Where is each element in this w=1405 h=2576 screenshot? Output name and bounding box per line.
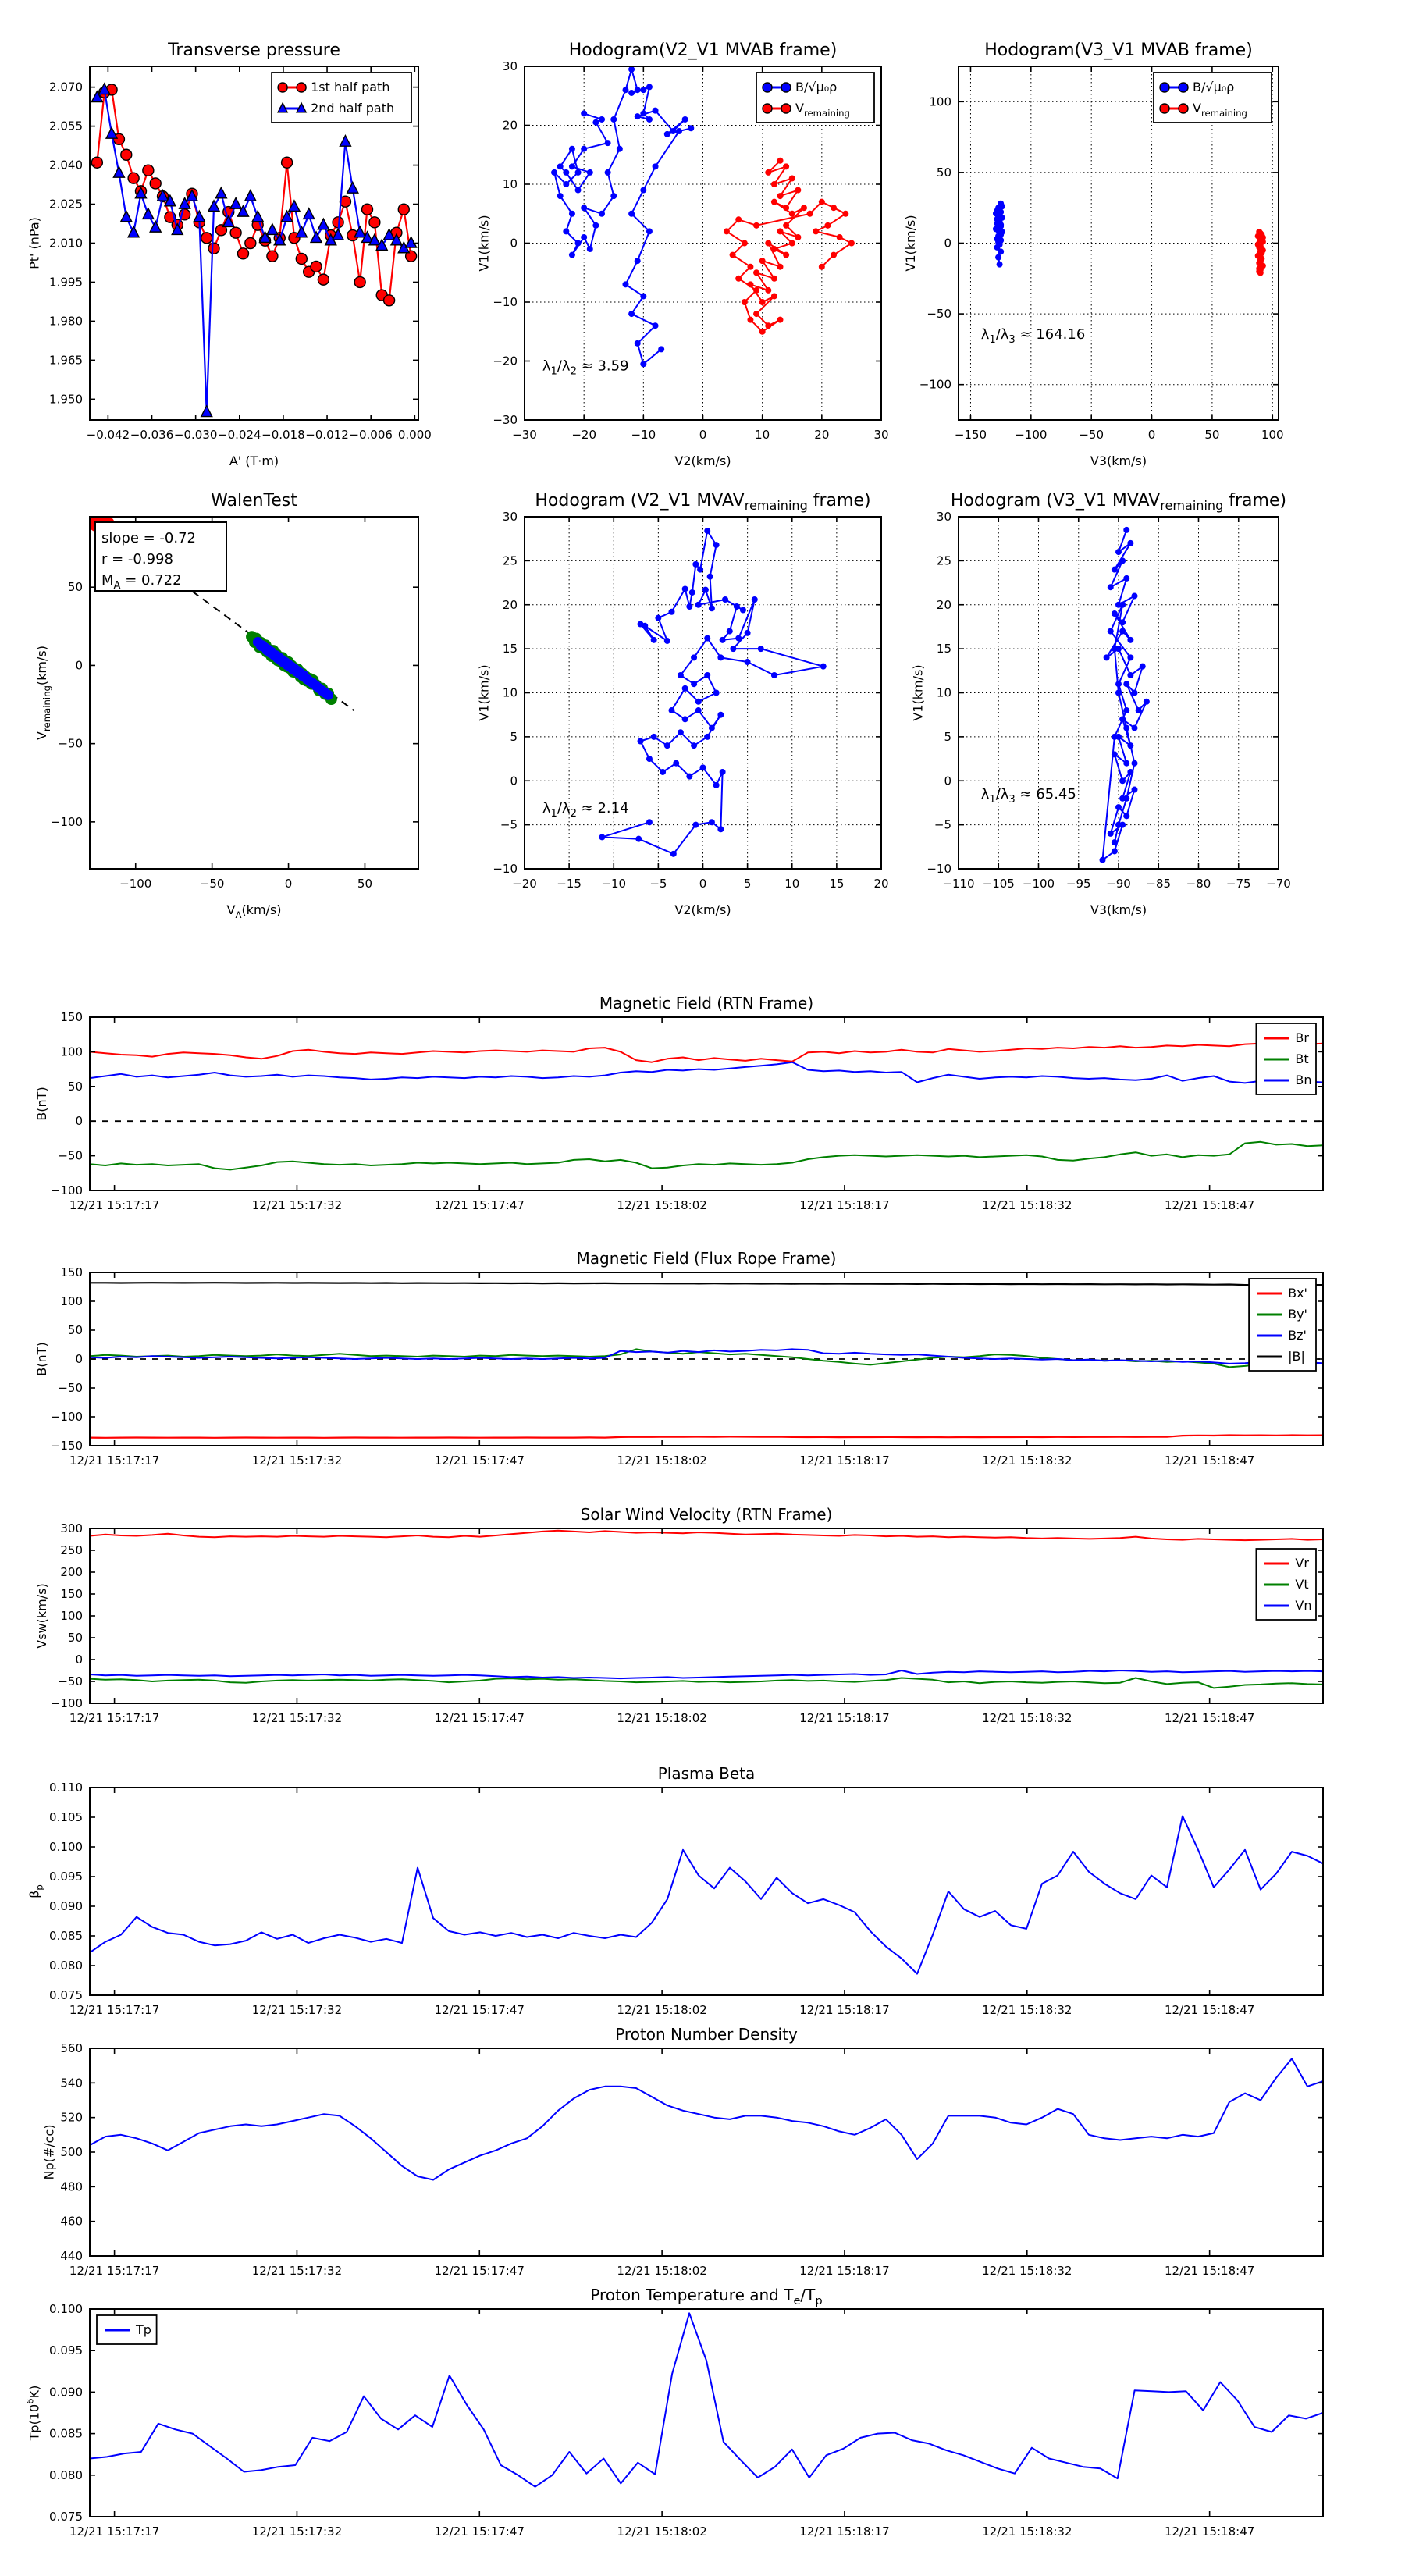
y-tick-label: 200 bbox=[60, 1565, 83, 1579]
y-tick-label: 0.095 bbox=[49, 1870, 83, 1884]
y-tick-label: 0.085 bbox=[49, 2426, 83, 2441]
panel-title: WalenTest bbox=[211, 491, 297, 511]
series-tp bbox=[90, 2313, 1323, 2486]
y-tick-label: 540 bbox=[60, 2076, 83, 2090]
x-tick-label: 10 bbox=[784, 877, 800, 891]
series-v-remaining-hodogram bbox=[599, 528, 826, 857]
x-tick-label: 12/21 15:17:32 bbox=[251, 2003, 343, 2017]
y-tick-label: 100 bbox=[60, 1294, 83, 1308]
y-tick-label: 100 bbox=[60, 1044, 83, 1059]
y-tick-label: 0.110 bbox=[49, 1781, 83, 1795]
x-tick-label: 12/21 15:18:02 bbox=[617, 1711, 707, 1725]
x-tick-label: 12/21 15:18:17 bbox=[799, 1711, 890, 1725]
x-tick-label: 0 bbox=[1147, 428, 1156, 442]
x-tick-label: 12/21 15:17:47 bbox=[434, 1198, 525, 1212]
walen-stats-line: $M_A = 0.722$ bbox=[101, 572, 182, 592]
panel-hodogram-v3v1-mvav bbox=[911, 491, 1291, 917]
x-tick-label: −95 bbox=[1065, 877, 1091, 891]
legend bbox=[1154, 73, 1272, 123]
legend bbox=[272, 73, 411, 123]
panel-hodogram-v2v1-mvav bbox=[477, 491, 889, 917]
legend-label: Bt bbox=[1295, 1051, 1309, 1066]
x-tick-label: −0.018 bbox=[261, 428, 305, 442]
x-tick-label: 12/21 15:17:47 bbox=[434, 1711, 525, 1725]
y-tick-label: 50 bbox=[67, 1323, 83, 1337]
y-tick-label: −50 bbox=[58, 1674, 83, 1688]
x-tick-label: −50 bbox=[1079, 428, 1104, 442]
legend-label: Tp bbox=[136, 2322, 151, 2337]
x-tick-label: 12/21 15:18:17 bbox=[799, 1198, 890, 1212]
y-tick-label: −50 bbox=[927, 307, 951, 322]
x-tick-label: −50 bbox=[199, 877, 225, 891]
x-tick-label: 12/21 15:18:02 bbox=[617, 2264, 707, 2278]
x-tick-label: 12/21 15:17:32 bbox=[251, 1453, 343, 1468]
panel-magnetic-field-flux-rope bbox=[34, 1249, 1323, 1468]
legend-label: B/√μ₀ρ bbox=[795, 80, 838, 94]
x-tick-label: 12/21 15:18:32 bbox=[982, 1453, 1072, 1468]
y-tick-label: 100 bbox=[60, 1609, 83, 1623]
y-axis-label: $\beta_p$ bbox=[27, 1884, 45, 1898]
y-tick-label: 460 bbox=[60, 2214, 83, 2229]
y-tick-label: 0.090 bbox=[49, 2385, 83, 2400]
walen-stats-line: slope = -0.72 bbox=[101, 530, 196, 546]
x-tick-label: 12/21 15:18:17 bbox=[799, 2524, 890, 2539]
x-tick-label: 12/21 15:17:17 bbox=[69, 1198, 160, 1212]
y-tick-label: 0 bbox=[510, 774, 518, 788]
legend bbox=[97, 2315, 157, 2344]
series--b- bbox=[90, 1283, 1323, 1285]
y-axis-label: Np(#/cc) bbox=[41, 2124, 57, 2180]
y-tick-label: −100 bbox=[50, 1696, 83, 1710]
y-tick-label: 0 bbox=[944, 774, 951, 788]
x-tick-label: −110 bbox=[942, 877, 975, 891]
x-tick-label: 12/21 15:17:32 bbox=[251, 1711, 343, 1725]
panel-title: Hodogram(V3_V1 MVAB frame) bbox=[984, 41, 1253, 60]
x-tick-label: −20 bbox=[512, 877, 537, 891]
x-tick-label: −0.006 bbox=[349, 428, 393, 442]
x-tick-label: −100 bbox=[119, 877, 152, 891]
x-tick-label: 15 bbox=[829, 877, 845, 891]
legend-label: Bz' bbox=[1288, 1328, 1307, 1343]
x-tick-label: 12/21 15:18:02 bbox=[617, 1198, 707, 1212]
x-tick-label: 5 bbox=[743, 877, 752, 891]
y-tick-label: −5 bbox=[934, 817, 951, 832]
y-axis-label: V1(km/s) bbox=[476, 664, 492, 721]
panel-transverse-pressure bbox=[27, 41, 432, 468]
y-tick-label: 25 bbox=[936, 553, 951, 568]
x-tick-label: 50 bbox=[357, 877, 373, 891]
y-tick-label: 0.090 bbox=[49, 1899, 83, 1913]
x-tick-label: 12/21 15:18:02 bbox=[617, 2524, 707, 2539]
y-axis-label: $Tp(10^6K)$ bbox=[24, 2385, 42, 2441]
series-beta-p bbox=[90, 1816, 1323, 1974]
y-axis-label: V1(km/s) bbox=[903, 215, 918, 272]
y-tick-label: 150 bbox=[60, 1587, 83, 1601]
legend-label: Bx' bbox=[1288, 1286, 1307, 1300]
x-tick-label: −100 bbox=[1022, 877, 1055, 891]
x-tick-label: 12/21 15:17:47 bbox=[434, 2264, 525, 2278]
y-tick-label: 0.100 bbox=[49, 1840, 83, 1854]
y-tick-label: −10 bbox=[493, 295, 518, 309]
y-tick-label: 0.080 bbox=[49, 2467, 83, 2482]
y-tick-label: 25 bbox=[502, 553, 518, 568]
x-tick-label: −10 bbox=[601, 877, 627, 891]
x-tick-label: −80 bbox=[1186, 877, 1211, 891]
x-tick-label: 12/21 15:17:32 bbox=[251, 2524, 343, 2539]
y-tick-label: −100 bbox=[50, 1183, 83, 1197]
y-tick-label: 0 bbox=[510, 236, 518, 251]
legend-label: Bn bbox=[1295, 1073, 1312, 1087]
legend-label: Vn bbox=[1295, 1598, 1312, 1613]
y-tick-label: 560 bbox=[60, 2041, 83, 2055]
x-tick-label: −90 bbox=[1106, 877, 1131, 891]
y-tick-label: 520 bbox=[60, 2110, 83, 2125]
x-tick-label: −0.036 bbox=[130, 428, 174, 442]
panel-title: Hodogram (V3_V1 $MVAV_{remaining}$ frame) bbox=[950, 491, 1287, 513]
panel-title: Magnetic Field (RTN Frame) bbox=[599, 994, 814, 1012]
x-tick-label: 20 bbox=[873, 877, 889, 891]
y-tick-label: −100 bbox=[50, 1410, 83, 1424]
y-tick-label: 10 bbox=[502, 685, 518, 700]
y-tick-label: 2.070 bbox=[49, 80, 83, 94]
series-br bbox=[90, 1043, 1323, 1062]
y-tick-label: −10 bbox=[493, 862, 518, 876]
x-tick-label: 0 bbox=[699, 877, 707, 891]
x-tick-label: 30 bbox=[873, 428, 889, 442]
y-axis-label: $V_{remaining}(km/s)$ bbox=[34, 646, 52, 740]
x-tick-label: 12/21 15:18:47 bbox=[1164, 2524, 1255, 2539]
y-tick-label: 50 bbox=[67, 1079, 83, 1094]
legend-label: $V_{remaining}$ bbox=[1193, 101, 1247, 119]
y-tick-label: 5 bbox=[944, 729, 951, 744]
x-tick-label: 12/21 15:17:32 bbox=[251, 2264, 343, 2278]
x-axis-label: A' (T·m) bbox=[229, 454, 279, 468]
x-axis-label: V2(km/s) bbox=[674, 454, 731, 468]
y-tick-label: 20 bbox=[936, 597, 951, 612]
panel-proton-number-density bbox=[42, 2025, 1324, 2278]
axes-frame bbox=[90, 2309, 1323, 2517]
x-tick-label: 0 bbox=[284, 877, 293, 891]
panel-solar-wind-velocity-rtn bbox=[34, 1505, 1323, 1725]
legend-label: 2nd half path bbox=[311, 101, 395, 116]
y-tick-label: 0 bbox=[944, 236, 951, 251]
y-tick-label: 2.025 bbox=[49, 197, 83, 212]
x-tick-label: 12/21 15:18:32 bbox=[982, 2264, 1072, 2278]
panel-walen-test bbox=[34, 491, 418, 920]
y-tick-label: 440 bbox=[60, 2249, 83, 2263]
y-tick-label: 0.095 bbox=[49, 2343, 83, 2358]
panel-title: Hodogram(V2_V1 MVAB frame) bbox=[568, 41, 838, 60]
y-tick-label: −150 bbox=[50, 1439, 83, 1453]
x-tick-label: 12/21 15:18:47 bbox=[1164, 2264, 1255, 2278]
x-tick-label: 12/21 15:18:17 bbox=[799, 2003, 890, 2017]
series-bx- bbox=[90, 1436, 1323, 1438]
y-tick-label: 0.100 bbox=[49, 2302, 83, 2316]
y-tick-label: 1.980 bbox=[49, 314, 83, 329]
panel-title: Proton Temperature and $T_e/T_p$ bbox=[590, 2286, 823, 2307]
y-tick-label: 10 bbox=[502, 177, 518, 191]
y-tick-label: 1.950 bbox=[49, 392, 83, 407]
x-tick-label: −0.030 bbox=[173, 428, 218, 442]
series-scatter-2nd-half bbox=[253, 637, 333, 700]
y-tick-label: −100 bbox=[919, 377, 951, 392]
x-tick-label: −0.024 bbox=[218, 428, 261, 442]
y-tick-label: 0.075 bbox=[49, 2510, 83, 2524]
y-tick-label: 150 bbox=[60, 1265, 83, 1279]
series-bn bbox=[90, 1062, 1323, 1083]
y-tick-label: 50 bbox=[67, 1631, 83, 1645]
series-vr bbox=[90, 1531, 1323, 1540]
panel-title: Solar Wind Velocity (RTN Frame) bbox=[580, 1505, 833, 1524]
panel-magnetic-field-rtn bbox=[34, 994, 1323, 1212]
y-axis-label: Pt' (nPa) bbox=[27, 217, 42, 269]
y-tick-label: 250 bbox=[60, 1543, 83, 1557]
y-tick-label: 15 bbox=[502, 642, 518, 656]
y-tick-label: 2.040 bbox=[49, 158, 83, 173]
x-tick-label: 20 bbox=[814, 428, 830, 442]
x-tick-label: −20 bbox=[571, 428, 596, 442]
x-tick-label: 12/21 15:17:32 bbox=[251, 1198, 343, 1212]
x-tick-label: 12/21 15:18:17 bbox=[799, 1453, 890, 1468]
y-tick-label: 1.995 bbox=[49, 275, 83, 290]
series-vn bbox=[90, 1670, 1323, 1678]
y-tick-label: −100 bbox=[50, 814, 83, 829]
legend-label: Br bbox=[1295, 1030, 1309, 1045]
x-axis-label: V3(km/s) bbox=[1090, 454, 1147, 468]
x-tick-label: −150 bbox=[954, 428, 987, 442]
panel-title: Hodogram (V2_V1 $MVAV_{remaining}$ frame) bbox=[535, 491, 871, 513]
x-tick-label: 12/21 15:18:32 bbox=[982, 2524, 1072, 2539]
y-tick-label: −50 bbox=[58, 1381, 83, 1395]
y-tick-label: 10 bbox=[936, 685, 951, 700]
legend-label: Vr bbox=[1295, 1556, 1309, 1571]
y-axis-label: Vsw(km/s) bbox=[34, 1583, 49, 1649]
y-tick-label: −30 bbox=[493, 413, 518, 427]
x-tick-label: −5 bbox=[649, 877, 667, 891]
panel-title: Transverse pressure bbox=[168, 41, 340, 60]
x-tick-label: 12/21 15:17:17 bbox=[69, 2003, 160, 2017]
y-tick-label: 20 bbox=[502, 597, 518, 612]
eigenvalue-ratio-annotation: $\lambda_1/\lambda_2 \approx 2.14$ bbox=[542, 799, 629, 820]
y-tick-label: −20 bbox=[493, 354, 518, 368]
x-tick-label: 0 bbox=[699, 428, 707, 442]
x-tick-label: 50 bbox=[1204, 428, 1220, 442]
series-v-remaining bbox=[1255, 229, 1266, 276]
series-vt bbox=[90, 1678, 1323, 1688]
y-tick-label: −10 bbox=[927, 862, 951, 876]
y-tick-label: 30 bbox=[936, 510, 951, 524]
legend-label: B/√μ₀ρ bbox=[1193, 80, 1235, 94]
legend-label: Vt bbox=[1295, 1577, 1309, 1592]
series-b-over-sqrt-mu0-rho bbox=[551, 66, 694, 368]
x-tick-label: 12/21 15:18:17 bbox=[799, 2264, 890, 2278]
panel-title: Plasma Beta bbox=[657, 1764, 756, 1783]
x-tick-label: 12/21 15:17:17 bbox=[69, 2524, 160, 2539]
y-tick-label: 0.080 bbox=[49, 1959, 83, 1973]
legend bbox=[756, 73, 874, 123]
y-tick-label: 100 bbox=[929, 94, 951, 109]
y-tick-label: 300 bbox=[60, 1521, 83, 1535]
y-tick-label: 1.965 bbox=[49, 353, 83, 368]
panel-plasma-beta bbox=[27, 1764, 1324, 2017]
x-tick-label: 10 bbox=[755, 428, 770, 442]
x-tick-label: 12/21 15:18:32 bbox=[982, 1198, 1072, 1212]
x-axis-label: V2(km/s) bbox=[674, 902, 731, 917]
x-tick-label: 12/21 15:18:47 bbox=[1164, 1711, 1255, 1725]
x-tick-label: −100 bbox=[1015, 428, 1048, 442]
x-tick-label: −105 bbox=[982, 877, 1015, 891]
y-tick-label: 150 bbox=[60, 1010, 83, 1024]
y-axis-label: B(nT) bbox=[34, 1342, 49, 1376]
y-tick-label: −50 bbox=[58, 736, 83, 751]
axes-frame bbox=[90, 2048, 1323, 2256]
y-tick-label: 30 bbox=[502, 59, 518, 73]
x-tick-label: 12/21 15:18:32 bbox=[982, 2003, 1072, 2017]
y-tick-label: 15 bbox=[936, 642, 951, 656]
y-tick-label: 5 bbox=[510, 729, 518, 744]
y-tick-label: 0 bbox=[75, 1114, 83, 1129]
x-tick-label: 12/21 15:17:47 bbox=[434, 2524, 525, 2539]
legend-label: By' bbox=[1288, 1307, 1307, 1322]
x-tick-label: −0.012 bbox=[305, 428, 349, 442]
x-tick-label: 12/21 15:18:32 bbox=[982, 1711, 1072, 1725]
x-tick-label: 12/21 15:17:47 bbox=[434, 2003, 525, 2017]
x-tick-label: −75 bbox=[1225, 877, 1251, 891]
x-tick-label: 12/21 15:18:47 bbox=[1164, 1453, 1255, 1468]
y-tick-label: 30 bbox=[502, 510, 518, 524]
legend bbox=[1249, 1279, 1316, 1371]
y-tick-label: 0 bbox=[75, 1653, 83, 1667]
x-tick-label: 12/21 15:18:47 bbox=[1164, 1198, 1255, 1212]
y-tick-label: 480 bbox=[60, 2179, 83, 2194]
y-tick-label: 500 bbox=[60, 2145, 83, 2159]
y-tick-label: 0 bbox=[75, 658, 83, 673]
y-tick-label: 0 bbox=[75, 1352, 83, 1366]
series-bt bbox=[90, 1142, 1323, 1170]
x-tick-label: 0.000 bbox=[397, 428, 432, 442]
y-tick-label: 20 bbox=[502, 118, 518, 133]
walen-stats-line: r = -0.998 bbox=[101, 551, 173, 568]
y-tick-label: 2.055 bbox=[49, 119, 83, 133]
x-tick-label: 12/21 15:18:02 bbox=[617, 2003, 707, 2017]
x-tick-label: −70 bbox=[1266, 877, 1291, 891]
y-tick-label: 2.010 bbox=[49, 236, 83, 251]
series-np bbox=[90, 2058, 1323, 2179]
y-tick-label: −5 bbox=[500, 817, 518, 832]
eigenvalue-ratio-annotation: $\lambda_1/\lambda_2 \approx 3.59$ bbox=[542, 358, 629, 378]
x-tick-label: −15 bbox=[557, 877, 582, 891]
series-b-over-sqrt-mu0-rho bbox=[993, 201, 1005, 268]
x-tick-label: 12/21 15:18:02 bbox=[617, 1453, 707, 1468]
legend-label: 1st half path bbox=[311, 80, 390, 94]
panel-title: Magnetic Field (Flux Rope Frame) bbox=[576, 1249, 837, 1268]
x-axis-label: $V_A(km/s)$ bbox=[226, 902, 282, 920]
y-tick-label: 50 bbox=[936, 165, 951, 180]
panel-hodogram-v3v1-mvab bbox=[903, 41, 1284, 468]
legend bbox=[1256, 1023, 1316, 1094]
x-axis-label: V3(km/s) bbox=[1090, 902, 1147, 917]
x-tick-label: 12/21 15:17:17 bbox=[69, 1453, 160, 1468]
eigenvalue-ratio-annotation: $\lambda_1/\lambda_3 \approx 65.45$ bbox=[980, 785, 1076, 806]
x-tick-label: 12/21 15:17:17 bbox=[69, 1711, 160, 1725]
y-tick-label: 0.075 bbox=[49, 1988, 83, 2002]
y-axis-label: V1(km/s) bbox=[910, 664, 926, 721]
x-tick-label: 12/21 15:17:47 bbox=[434, 1453, 525, 1468]
series-2nd-half-path bbox=[91, 84, 416, 417]
y-tick-label: −50 bbox=[58, 1148, 83, 1163]
legend bbox=[1256, 1549, 1316, 1620]
eigenvalue-ratio-annotation: $\lambda_1/\lambda_3 \approx 164.16$ bbox=[980, 326, 1086, 346]
y-tick-label: 0.085 bbox=[49, 1929, 83, 1943]
panel-proton-temperature bbox=[25, 2286, 1324, 2539]
x-tick-label: −85 bbox=[1146, 877, 1172, 891]
series-bz- bbox=[90, 1349, 1323, 1364]
x-tick-label: 12/21 15:17:17 bbox=[69, 2264, 160, 2278]
x-tick-label: 12/21 15:18:47 bbox=[1164, 2003, 1255, 2017]
x-tick-label: 100 bbox=[1261, 428, 1284, 442]
x-tick-label: −0.042 bbox=[86, 428, 130, 442]
panel-hodogram-v2v1-mvab bbox=[477, 41, 889, 468]
y-axis-label: B(nT) bbox=[34, 1087, 49, 1121]
legend-label: |B| bbox=[1288, 1349, 1305, 1364]
series-v-remaining-hodogram bbox=[1100, 527, 1150, 863]
legend-label: $V_{remaining}$ bbox=[795, 101, 850, 119]
x-tick-label: −10 bbox=[631, 428, 656, 442]
y-tick-label: 50 bbox=[67, 580, 83, 595]
axes-frame bbox=[90, 1788, 1323, 1995]
x-tick-label: −30 bbox=[512, 428, 537, 442]
panel-title: Proton Number Density bbox=[615, 2025, 798, 2044]
y-tick-label: 0.105 bbox=[49, 1810, 83, 1824]
y-axis-label: V1(km/s) bbox=[476, 215, 492, 272]
